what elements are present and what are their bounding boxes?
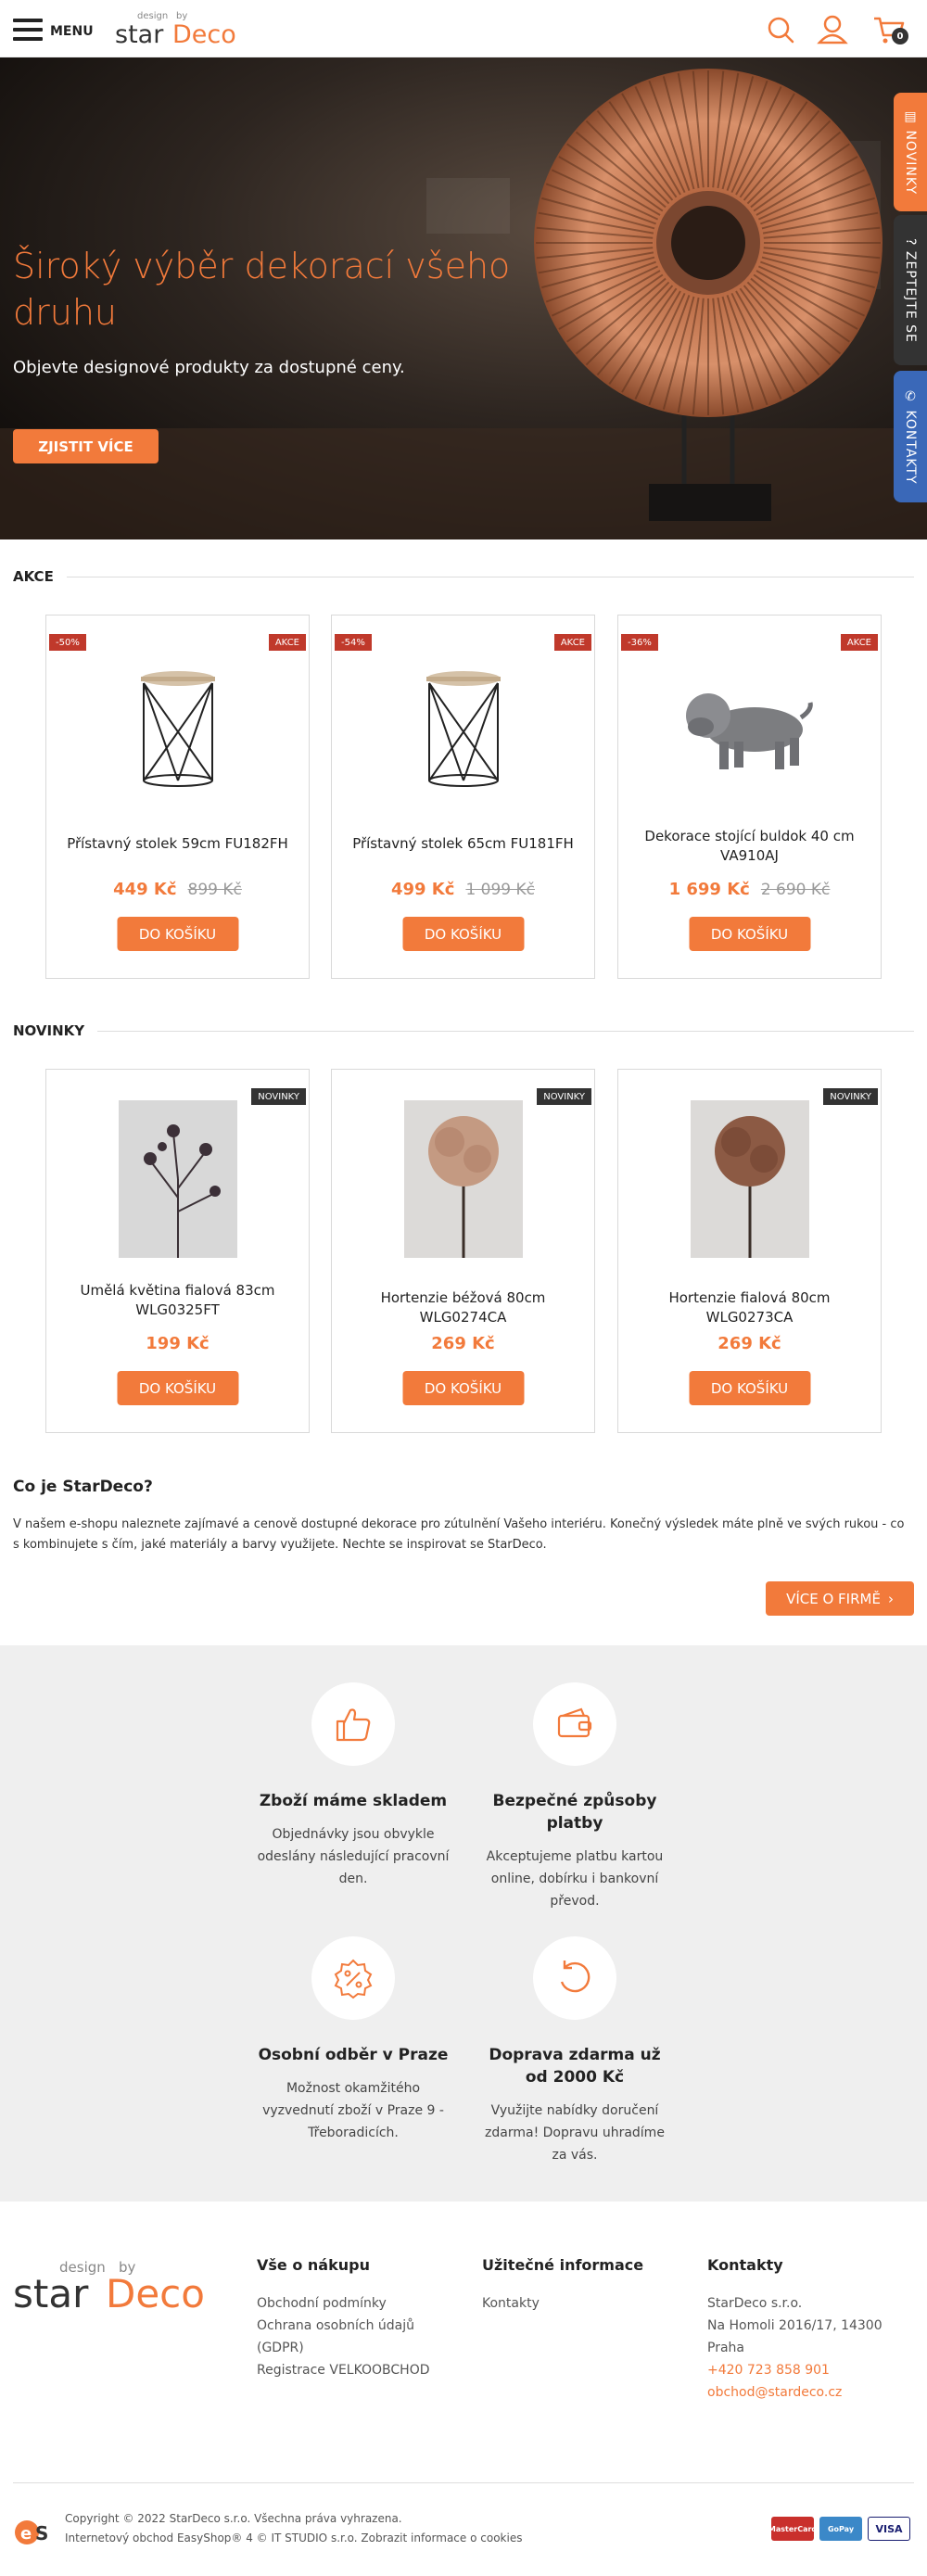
chevron-right-icon: › xyxy=(887,1590,894,1607)
section-heading-novinky xyxy=(13,1021,914,1041)
footer-col-info xyxy=(482,2256,686,2315)
add-to-cart-button[interactable]: DO KOŠÍKU xyxy=(117,917,238,951)
logo-star-text: star xyxy=(13,2271,89,2313)
feature-text: Akceptujeme platbu kartou online, dobírku i bankovní převod. xyxy=(486,1849,664,1909)
new-badge: NOVINKY xyxy=(537,1088,591,1105)
feature-item xyxy=(256,1936,451,2144)
section-heading-akce xyxy=(13,566,914,587)
product-name[interactable]: Dekorace stojící buldok 40 cm VA910AJ xyxy=(644,828,855,864)
user-icon[interactable] xyxy=(814,11,851,48)
hero-cta-button[interactable]: ZJISTIT VÍCE xyxy=(13,429,159,463)
discount-badge: -54% xyxy=(335,634,372,651)
about-text: V našem e-shopu naleznete zajímavé a cenově dostupné dekorace pro zútulnění Vašeho interiéru. Konečný výsledek máte plně ve svých rukou - co s kombinujete s čím, jaké materiály a barvy využijete. Nechte se inspirovat se StarDeco. xyxy=(13,1517,905,1552)
product-name[interactable]: Hortenzie fialová 80cm WLG0273CA xyxy=(668,1289,831,1326)
discount-badge: -36% xyxy=(621,634,658,651)
cart-count-badge: 0 xyxy=(892,28,908,44)
logo-by-text: by xyxy=(176,11,188,21)
menu-label[interactable]: MENU xyxy=(50,24,94,39)
product-name[interactable]: Přístavný stolek 65cm FU181FH xyxy=(352,835,574,852)
phone-link[interactable]: +420 723 858 901 xyxy=(707,2363,830,2378)
gopay-icon: GoPay xyxy=(819,2517,862,2541)
product-price: 449 Kč 899 Kč xyxy=(113,880,242,899)
product-name[interactable]: Přístavný stolek 59cm FU182FH xyxy=(67,835,288,852)
features-section xyxy=(0,1645,927,2202)
feature-title: Bezpečné způsoby platby xyxy=(492,1792,657,1833)
logo-design-text: design xyxy=(137,11,169,21)
sale-badge: AKCE xyxy=(554,634,591,651)
footer-divider xyxy=(13,2482,914,2483)
add-to-cart-button[interactable]: DO KOŠÍKU xyxy=(402,917,524,951)
about-more-label: VÍCE O FIRMĚ xyxy=(786,1590,881,1607)
footer-col-title: Užitečné informace xyxy=(482,2256,644,2274)
product-image[interactable] xyxy=(662,1096,838,1263)
add-to-cart-button[interactable]: DO KOŠÍKU xyxy=(689,917,810,951)
logo-star-text: star xyxy=(115,20,164,49)
hero-banner xyxy=(0,57,927,539)
discount-badge: -50% xyxy=(49,634,86,651)
feature-title: Osobní odběr v Praze xyxy=(258,2046,449,2064)
book-icon: ▤ xyxy=(903,108,918,131)
refresh-icon xyxy=(533,1936,616,2020)
footer-logo[interactable] xyxy=(13,2257,226,2313)
easyshop-logo-icon xyxy=(13,2514,52,2549)
product-image[interactable] xyxy=(90,641,266,808)
product-image[interactable] xyxy=(375,1096,552,1263)
add-to-cart-button[interactable]: DO KOŠÍKU xyxy=(689,1371,810,1405)
section-title: AKCE xyxy=(13,568,54,585)
email-link[interactable]: obchod@stardeco.cz xyxy=(707,2385,843,2400)
feature-item xyxy=(256,1682,451,1890)
about-more-button[interactable] xyxy=(766,1581,914,1616)
footer-link[interactable]: Obchodní podmínky xyxy=(257,2296,387,2311)
product-price: 1 699 Kč 2 690 Kč xyxy=(668,880,831,899)
feature-text: Využijte nabídky doručení zdarma! Dopravu uhradíme za vás. xyxy=(485,2103,665,2163)
search-icon[interactable] xyxy=(762,11,799,48)
add-to-cart-button[interactable]: DO KOŠÍKU xyxy=(402,1371,524,1405)
site-header xyxy=(0,0,927,57)
side-tab-label: KONTAKTY xyxy=(903,410,918,485)
cart-icon[interactable] xyxy=(871,11,908,48)
footer-link[interactable]: Kontakty xyxy=(482,2296,540,2311)
product-card[interactable] xyxy=(331,615,595,979)
hero-subtitle: Objevte designové produkty za dostupné ceny. xyxy=(13,358,405,377)
side-tab-kontakty[interactable] xyxy=(894,371,927,502)
logo-design-text: design xyxy=(59,2259,106,2276)
product-card[interactable] xyxy=(45,615,310,979)
footer-col-shopping xyxy=(257,2256,461,2381)
company-address: Na Homoli 2016/17, 14300 Praha xyxy=(707,2318,883,2355)
mastercard-icon: MasterCard xyxy=(771,2517,814,2541)
sale-badge: AKCE xyxy=(269,634,306,651)
product-card[interactable] xyxy=(617,615,882,979)
product-price: 499 Kč 1 099 Kč xyxy=(390,880,536,899)
percent-badge-icon xyxy=(311,1936,395,2020)
footer-link[interactable]: Ochrana osobních údajů (GDPR) xyxy=(257,2318,415,2355)
feature-text: Možnost okamžitého vyzvednutí zboží v Praze 9 - Třeboradicích. xyxy=(262,2081,444,2140)
product-price: 269 Kč xyxy=(431,1334,495,1353)
footer-col-title: Kontakty xyxy=(707,2256,783,2274)
feature-text: Objednávky jsou obvykle odeslány následující pracovní den. xyxy=(257,1827,450,1886)
feature-title: Doprava zdarma už od 2000 Kč xyxy=(489,2046,661,2087)
logo-deco-text: Deco xyxy=(172,20,236,49)
new-badge: NOVINKY xyxy=(251,1088,306,1105)
logo-by-text: by xyxy=(119,2259,136,2276)
feature-item xyxy=(477,1936,672,2166)
sale-badge: AKCE xyxy=(841,634,878,651)
footer-col-contacts xyxy=(707,2256,921,2404)
product-image[interactable] xyxy=(375,641,552,808)
feature-item xyxy=(477,1682,672,1912)
hero-title: Široký výběr dekorací všeho druhu xyxy=(13,246,511,333)
wallet-icon xyxy=(533,1682,616,1766)
product-name[interactable]: Hortenzie béžová 80cm WLG0274CA xyxy=(380,1289,546,1326)
add-to-cart-button[interactable]: DO KOŠÍKU xyxy=(117,1371,238,1405)
svg-text:e: e xyxy=(20,2524,32,2544)
product-card[interactable] xyxy=(331,1069,595,1433)
product-price: 269 Kč xyxy=(717,1334,781,1353)
product-price: 199 Kč xyxy=(146,1334,210,1353)
visa-icon: VISA xyxy=(868,2517,910,2541)
product-name[interactable]: Umělá květina fialová 83cm WLG0325FT xyxy=(80,1282,275,1318)
logo-deco-text: Deco xyxy=(106,2271,205,2313)
product-card[interactable] xyxy=(617,1069,882,1433)
product-card[interactable] xyxy=(45,1069,310,1433)
svg-text:S: S xyxy=(35,2522,49,2544)
site-logo[interactable] xyxy=(111,6,250,52)
copyright-text: Copyright © 2022 StarDeco s.r.o. Všechna práva vyhrazena. xyxy=(65,2512,402,2525)
company-name: StarDeco s.r.o. xyxy=(707,2296,803,2311)
product-image[interactable] xyxy=(90,1096,266,1263)
footer-link[interactable]: Registrace VELKOOBCHOD xyxy=(257,2363,430,2378)
side-tab-label: NOVINKY xyxy=(903,130,918,196)
hamburger-menu-icon[interactable] xyxy=(13,19,43,41)
feature-title: Zboží máme skladem xyxy=(259,1792,448,1810)
side-tab-novinky[interactable] xyxy=(894,93,927,211)
new-badge: NOVINKY xyxy=(823,1088,878,1105)
phone-icon: ✆ xyxy=(903,388,918,411)
side-tab-zeptejte-se[interactable] xyxy=(894,215,927,365)
powered-by-text[interactable]: Internetový obchod EasyShop® 4 © IT STUDIO s.r.o. Zobrazit informace o cookies xyxy=(65,2532,523,2544)
product-image[interactable] xyxy=(662,641,838,808)
section-title: NOVINKY xyxy=(13,1022,85,1039)
thumbs-up-icon xyxy=(311,1682,395,1766)
side-tab-label: ZEPTEJTE SE xyxy=(903,250,918,343)
footer-col-title: Vše o nákupu xyxy=(257,2256,370,2274)
about-title: Co je StarDeco? xyxy=(13,1478,153,1496)
question-icon: ? xyxy=(903,237,918,251)
